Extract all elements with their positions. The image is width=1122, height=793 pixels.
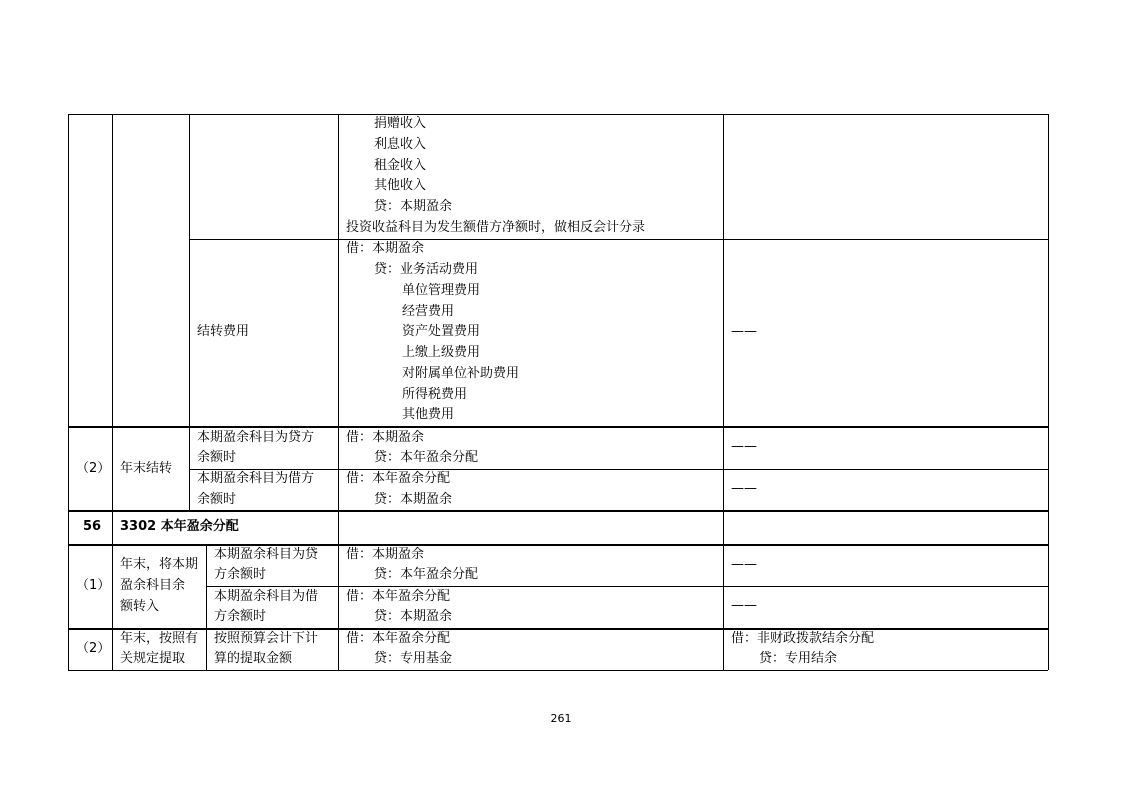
item2-cond-line: 算的提取金额 [214, 651, 293, 666]
yearend-label: 年末结转 [120, 461, 173, 476]
item1-num: （1） [76, 578, 111, 593]
item2-cond-line: 按照预算会计下计 [214, 631, 319, 646]
rule-yearend-mid [189, 469, 1048, 470]
yearend-cond-line: 余额时 [197, 450, 237, 465]
yearend-budget-dash: —— [731, 439, 757, 454]
rule-col3-upper [338, 114, 339, 510]
rule-bottom [68, 670, 1048, 671]
yearend-cond-line: 本期盈余科目为贷方 [197, 430, 315, 445]
item1-entry-debit: 借：本年盈余分配 [346, 589, 451, 604]
item1-cond-line: 本期盈余科目为借 [214, 589, 319, 604]
item1-entry-credit: 贷：本期盈余 [374, 609, 453, 624]
yearend-entry-credit: 贷：本年盈余分配 [374, 450, 479, 465]
rule-col3-lower [338, 544, 339, 670]
expense-item: 所得税费用 [402, 387, 468, 402]
item1-label-line: 额转入 [120, 599, 160, 614]
expense-item: 其他费用 [402, 407, 455, 422]
item2-label-line: 关规定提取 [120, 651, 186, 666]
rule-col1 [112, 114, 113, 670]
income-line: 租金收入 [374, 158, 427, 173]
rule-col2-upper [189, 114, 190, 510]
expense-item: 上缴上级费用 [402, 345, 481, 360]
item1-entry-debit: 借：本期盈余 [346, 547, 425, 562]
rule-left [68, 114, 69, 670]
item2-label-line: 年末，按照有 [120, 631, 199, 646]
page-number: 261 [550, 712, 572, 725]
section-number: 56 [83, 519, 102, 534]
item1-label-line: 盈余科目余 [120, 578, 186, 593]
item2-num: （2） [76, 641, 111, 656]
yearend-entry-credit: 贷：本期盈余 [374, 492, 453, 507]
expense-credit: 贷：业务活动费用 [374, 262, 479, 277]
rule-col2-lower [206, 544, 207, 670]
expense-item: 对附属单位补助费用 [402, 366, 520, 381]
rule-item1-mid [206, 586, 1048, 587]
yearend-num: （2） [76, 461, 111, 476]
item1-cond-line: 方余额时 [214, 567, 267, 582]
income-line: 利息收入 [374, 137, 427, 152]
expense-label: 结转费用 [197, 324, 250, 339]
expense-item: 单位管理费用 [402, 283, 481, 298]
item1-cond-line: 本期盈余科目为贷 [214, 547, 319, 562]
yearend-budget-dash: —— [731, 481, 757, 496]
section-title: 3302 本年盈余分配 [120, 519, 239, 534]
income-note: 投资收益科目为发生额借方净额时，做相反会计分录 [346, 220, 646, 235]
rule-col3-section [338, 510, 339, 544]
rule-section56-top [68, 510, 1048, 512]
item2-entry-debit: 借：本年盈余分配 [346, 631, 451, 646]
rule-col4 [723, 114, 724, 670]
item1-budget-dash: —— [731, 598, 757, 613]
item1-budget-dash: —— [731, 557, 757, 572]
expense-item: 经营费用 [402, 304, 455, 319]
expense-budget-dash: —— [731, 324, 757, 339]
yearend-cond-line: 余额时 [197, 492, 237, 507]
rule-right [1048, 114, 1049, 670]
yearend-entry-debit: 借：本期盈余 [346, 430, 425, 445]
yearend-entry-debit: 借：本年盈余分配 [346, 471, 451, 486]
income-credit-line: 贷：本期盈余 [374, 199, 453, 214]
item2-budget-credit: 贷：专用结余 [759, 651, 838, 666]
item2-entry-credit: 贷：专用基金 [374, 651, 453, 666]
rule-expense-top [189, 239, 1048, 240]
item1-label-line: 年末，将本期 [120, 557, 199, 572]
yearend-cond-line: 本期盈余科目为借方 [197, 471, 315, 486]
income-line: 捐赠收入 [374, 116, 427, 131]
expense-debit: 借：本期盈余 [346, 241, 425, 256]
income-line: 其他收入 [374, 178, 427, 193]
item2-budget-debit: 借：非财政拨款结余分配 [731, 631, 875, 646]
item1-entry-credit: 贷：本年盈余分配 [374, 567, 479, 582]
item1-cond-line: 方余额时 [214, 609, 267, 624]
expense-item: 资产处置费用 [402, 324, 481, 339]
rule-top [68, 114, 1048, 115]
